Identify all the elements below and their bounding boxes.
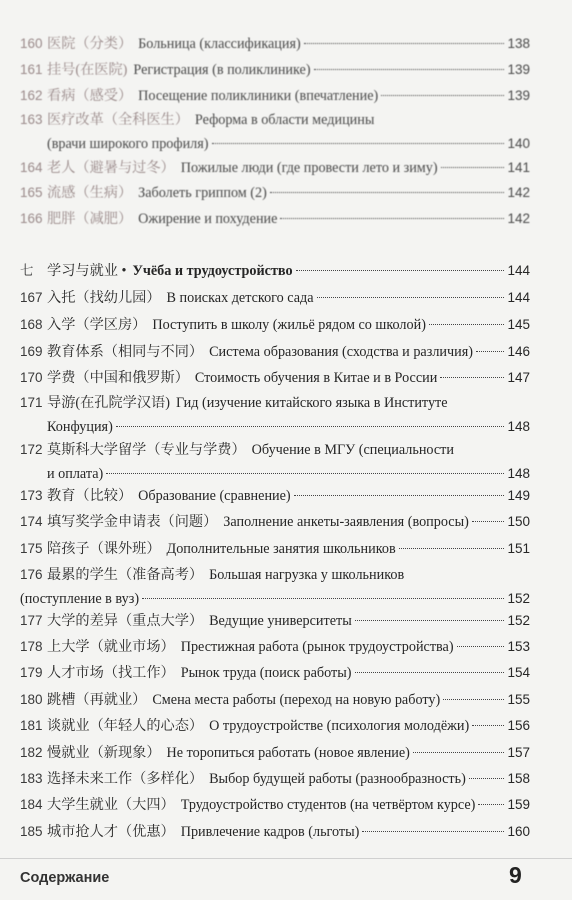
toc-entry	[20, 609, 530, 633]
entry-page: 144	[507, 263, 530, 278]
entry-russian: Поступить в школу (жильё рядом со школой)	[152, 317, 426, 333]
section-number: 七	[20, 263, 34, 278]
entry-chinese: 莫斯科大学留学（专业与学费）	[47, 442, 246, 458]
entry-number: 177	[20, 613, 43, 628]
dot-leader	[116, 426, 505, 427]
entry-chinese: 入学（学区房）	[47, 317, 147, 333]
entry-number: 164	[20, 160, 43, 175]
entry-page: 148	[507, 466, 530, 481]
toc-entry	[20, 391, 530, 439]
dot-leader	[472, 521, 505, 522]
dot-leader	[399, 548, 505, 549]
toc-entry	[20, 181, 530, 205]
entry-page: 144	[507, 290, 530, 305]
entry-russian: Заболеть гриппом (2)	[138, 185, 267, 201]
entry-continuation: (врачи широкого профиля)	[47, 136, 209, 152]
entry-number: 165	[20, 185, 43, 200]
entry-page: 138	[507, 36, 530, 51]
entry-russian: Ожирение и похудение	[138, 211, 278, 227]
entry-continuation: и оплата)	[47, 466, 104, 482]
dot-leader	[355, 620, 505, 621]
entry-chinese: 教育（比较）	[47, 488, 133, 504]
toc-entry	[20, 84, 530, 108]
entry-russian: Стоимость обучения в Китае и в России	[194, 370, 438, 386]
toc-entry	[20, 286, 530, 310]
toc-entry	[20, 767, 530, 791]
entry-russian: Привлечение кадров (льготы)	[180, 824, 360, 840]
toc-entry	[20, 661, 530, 685]
entry-russian: Смена места работы (переход на новую работу)	[152, 692, 441, 708]
entry-number: 161	[20, 62, 43, 77]
toc-entry	[20, 207, 530, 231]
entry-number: 166	[20, 211, 43, 226]
dot-leader	[440, 377, 504, 378]
entry-page: 158	[507, 771, 530, 786]
entry-chinese: 跳槽（再就业）	[47, 692, 147, 708]
entry-russian: Реформа в области медицины	[194, 112, 375, 128]
entry-page: 142	[507, 185, 530, 200]
entry-page: 145	[507, 317, 530, 332]
entry-chinese: 大学生就业（大四）	[47, 797, 175, 813]
entry-chinese: 流感（生病）	[47, 185, 133, 201]
entry-chinese: 大学的差异（重点大学）	[47, 613, 204, 629]
toc-entry	[20, 156, 530, 180]
entry-russian: Система образования (сходства и различия)	[209, 344, 473, 360]
entry-page: 157	[507, 745, 530, 760]
toc-entry	[20, 820, 530, 844]
toc-entry	[20, 32, 530, 56]
entry-page: 160	[507, 824, 530, 839]
entry-page: 152	[507, 613, 530, 628]
entry-chinese: 人才市场（找工作）	[47, 665, 175, 681]
entry-number: 172	[20, 442, 43, 457]
entry-number: 169	[20, 344, 43, 359]
entry-page: 150	[507, 514, 530, 529]
entry-chinese: 城市抢人才（优惠）	[47, 824, 175, 840]
entry-russian: Трудоустройство студентов (на четвёртом курсе)	[180, 797, 476, 813]
toc-entry	[20, 741, 530, 765]
dot-leader	[355, 672, 505, 673]
entry-chinese: 上大学（就业市场）	[47, 639, 175, 655]
toc-entry	[20, 510, 530, 534]
dot-leader	[457, 646, 505, 647]
entry-chinese: 医疗改革（全科医生）	[47, 112, 189, 128]
entry-number: 167	[20, 290, 43, 305]
footer-page-number: 9	[509, 862, 522, 888]
dot-leader	[280, 218, 504, 219]
section-russian: Учёба и трудоустройство	[132, 263, 293, 279]
entry-page: 156	[507, 718, 530, 733]
entry-chinese: 老人（避暑与过冬）	[47, 160, 175, 176]
entry-number: 181	[20, 718, 43, 733]
entry-number: 176	[20, 567, 43, 582]
entry-page: 139	[507, 88, 530, 103]
entry-number: 179	[20, 665, 43, 680]
entry-chinese: 教育体系（相同与不同）	[47, 344, 204, 360]
toc-entry	[20, 313, 530, 337]
entry-chinese: 看病（感受）	[47, 88, 133, 104]
entry-chinese: 入托（找幼儿园）	[47, 290, 161, 306]
toc-entry	[20, 563, 530, 611]
entry-number: 183	[20, 771, 43, 786]
toc-entry	[20, 108, 530, 156]
entry-page: 154	[507, 665, 530, 680]
toc-entry	[20, 484, 530, 508]
dot-leader	[476, 351, 505, 352]
dot-leader	[441, 167, 505, 168]
dot-leader	[469, 778, 505, 779]
entry-page: 142	[507, 211, 530, 226]
entry-russian: Ведущие университеты	[209, 613, 352, 629]
dot-leader	[106, 473, 504, 474]
entry-russian: Образование (сравнение)	[138, 488, 291, 504]
toc-entry	[20, 438, 530, 486]
dot-leader	[296, 270, 505, 271]
entry-chinese: 学费（中国和俄罗斯）	[47, 370, 189, 386]
entry-page: 151	[507, 541, 530, 556]
entry-russian: Выбор будущей работы (разнообразность)	[209, 771, 466, 787]
dot-leader	[317, 297, 505, 298]
entry-number: 180	[20, 692, 43, 707]
entry-number: 178	[20, 639, 43, 654]
dot-leader	[304, 43, 505, 44]
entry-chinese: 肥胖（减肥）	[47, 211, 133, 227]
entry-page: 140	[507, 136, 530, 151]
entry-page: 159	[507, 797, 530, 812]
dot-leader	[362, 831, 504, 832]
dot-leader	[429, 324, 505, 325]
entry-number: 182	[20, 745, 43, 760]
entry-russian: Престижная работа (рынок трудоустройства)	[180, 639, 454, 655]
toc-entry	[20, 793, 530, 817]
entry-number: 160	[20, 36, 43, 51]
entry-chinese: 谈就业（年轻人的心态）	[47, 718, 204, 734]
entry-page: 148	[507, 419, 530, 434]
toc-entry	[20, 366, 530, 390]
entry-chinese: 填写奖学金申请表（问题）	[47, 514, 218, 530]
entry-russian: Больница (классификация)	[138, 36, 301, 52]
entry-page: 146	[507, 344, 530, 359]
toc-entry	[20, 635, 530, 659]
entry-number: 174	[20, 514, 43, 529]
toc-entry	[20, 58, 530, 82]
entry-chinese: 医院（分类）	[47, 36, 133, 52]
entry-russian: Гид (изучение китайского языка в Институте	[175, 395, 448, 411]
entry-chinese: 选择未来工作（多样化）	[47, 771, 204, 787]
section-chinese: 学习与就业 •	[47, 263, 127, 279]
entry-page: 155	[507, 692, 530, 707]
entry-number: 170	[20, 370, 43, 385]
entry-chinese: 最累的学生（准备高考）	[47, 567, 204, 583]
entry-russian: Рынок труда (поиск работы)	[180, 665, 352, 681]
entry-chinese: 慢就业（新现象）	[47, 745, 161, 761]
dot-leader	[142, 598, 504, 599]
dot-leader	[478, 804, 504, 805]
dot-leader	[472, 725, 504, 726]
entry-number: 168	[20, 317, 43, 332]
footer-title: Содержание	[20, 870, 110, 886]
dot-leader	[314, 69, 505, 70]
entry-russian: Обучение в МГУ (специальности	[251, 442, 454, 458]
entry-chinese: 导游(在孔院学汉语)	[47, 395, 170, 411]
entry-russian: Дополнительные занятия школьников	[166, 541, 396, 557]
entry-page: 149	[507, 488, 530, 503]
entry-page: 153	[507, 639, 530, 654]
entry-number: 173	[20, 488, 43, 503]
dot-leader	[381, 95, 504, 96]
entry-number: 163	[20, 112, 43, 127]
entry-chinese: 挂号(在医院)	[47, 62, 128, 78]
entry-number: 162	[20, 88, 43, 103]
entry-number: 175	[20, 541, 43, 556]
footer-divider	[0, 858, 572, 859]
toc-entry	[20, 688, 530, 712]
entry-russian: Не торопиться работать (новое явление)	[166, 745, 410, 761]
toc-entry	[20, 340, 530, 364]
entry-russian: Пожилые люди (где провести лето и зиму)	[180, 160, 438, 176]
entry-russian: Большая нагрузка у школьников	[209, 567, 405, 583]
toc-entry	[20, 537, 530, 561]
entry-number: 185	[20, 824, 43, 839]
entry-chinese: 陪孩子（课外班）	[47, 541, 161, 557]
entry-page: 141	[507, 160, 530, 175]
dot-leader	[443, 699, 504, 700]
entry-page: 147	[507, 370, 530, 385]
dot-leader	[212, 143, 505, 144]
dot-leader	[270, 192, 505, 193]
toc-entry	[20, 714, 530, 738]
entry-page: 139	[507, 62, 530, 77]
entry-continuation: Конфуция)	[47, 419, 113, 435]
entry-russian: Заполнение анкеты-заявления (вопросы)	[223, 514, 469, 530]
entry-number: 171	[20, 395, 43, 410]
entry-russian: Регистрация (в поликлинике)	[133, 62, 311, 78]
section-heading	[20, 259, 530, 283]
entry-russian: В поисках детского сада	[166, 290, 314, 306]
entry-page: 152	[507, 591, 530, 606]
entry-continuation: (поступление в вуз)	[20, 591, 140, 607]
entry-number: 184	[20, 797, 43, 812]
dot-leader	[413, 752, 505, 753]
entry-russian: Посещение поликлиники (впечатление)	[138, 88, 379, 104]
entry-russian: О трудоустройстве (психология молодёжи)	[209, 718, 470, 734]
dot-leader	[294, 495, 505, 496]
